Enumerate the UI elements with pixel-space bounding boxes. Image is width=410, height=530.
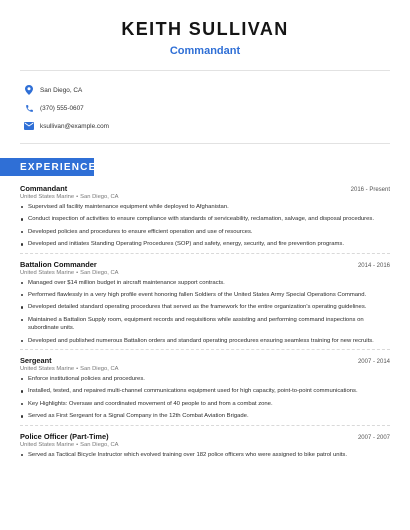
job-location: San Diego, CA	[80, 269, 119, 276]
job-employer-line	[20, 442, 390, 448]
job-divider	[20, 349, 390, 351]
job-dates: 2007 - 2014	[357, 359, 390, 366]
job-header	[20, 184, 390, 193]
contact-phone	[20, 99, 390, 117]
email-text: ksullivan@example.com	[40, 122, 109, 130]
separator-dot: •	[76, 366, 79, 373]
job-bullets	[20, 451, 390, 459]
envelope-icon	[20, 120, 38, 132]
separator-dot: •	[76, 194, 79, 200]
job-employer: United States Marine	[20, 269, 75, 276]
bullet-item: Key Highlights: Oversaw and coordinated movement of 40 people to and from a combat zone.	[20, 400, 390, 408]
bullet-item: Performed flawlessly in a very high profile event honoring fallen Soldiers of the United States Army Special Operations Command.	[20, 291, 390, 299]
bullet-item: Served as Tactical Bicycle Instructor which evolved training over 182 police officers who were assigned to bike patrol units.	[20, 451, 390, 459]
contact-email	[20, 117, 390, 135]
location-text: San Diego, CA	[40, 86, 83, 94]
contact-location	[20, 81, 390, 99]
separator-dot: •	[76, 441, 79, 448]
job-bullets	[20, 203, 390, 249]
job-employer: United States Marine	[20, 441, 75, 448]
job-title: Sergeant	[20, 356, 52, 366]
job-employer: United States Marine	[20, 366, 75, 373]
candidate-title: Commandant	[169, 45, 241, 57]
job-dates: 2014 - 2016	[357, 262, 390, 269]
phone-icon	[20, 102, 38, 114]
job-entry	[20, 356, 390, 421]
job-divider	[20, 253, 390, 255]
bullet-item: Developed policies and procedures to ensure efficient operation and use of resources.	[20, 228, 390, 236]
bullet-item: Supervised all facility maintenance equipment while deployed to Afghanistan.	[20, 203, 390, 211]
job-dates: 2016 - Present	[350, 187, 390, 193]
job-header	[20, 356, 390, 365]
experience-section	[0, 176, 410, 459]
bullet-item: Enforce institutional policies and procedures.	[20, 375, 390, 383]
job-location: San Diego, CA	[80, 366, 119, 373]
job-title: Commandant	[20, 184, 68, 193]
job-bullets	[20, 375, 390, 421]
job-employer-line	[20, 270, 390, 276]
job-location: San Diego, CA	[80, 441, 119, 448]
job-entry	[20, 260, 390, 345]
bullet-item: Maintained a Battalion Supply room, equipment records and requisitions while assisting and performing command inspections on subordinate units.	[20, 316, 390, 333]
bullet-item: Managed over $14 million budget in aircraft maintenance support contracts.	[20, 279, 390, 287]
candidate-name: KEITH SULLIVAN	[121, 19, 289, 39]
job-list	[20, 184, 390, 459]
job-dates: 2007 - 2007	[357, 434, 390, 441]
job-bullets	[20, 279, 390, 345]
job-employer-line	[20, 194, 390, 200]
job-header	[20, 432, 390, 441]
separator-dot: •	[76, 269, 79, 276]
job-entry	[20, 432, 390, 459]
bullet-item: Served as First Sergeant for a Signal Company in the 12th Combat Aviation Brigade.	[20, 412, 390, 420]
contact-info	[0, 71, 410, 143]
experience-heading: EXPERIENCE	[0, 158, 94, 176]
job-employer-line	[20, 366, 390, 372]
job-title: Police Officer (Part-Time)	[20, 431, 109, 441]
job-header	[20, 260, 390, 269]
phone-text: (370) 555-0607	[40, 104, 84, 112]
job-divider	[20, 425, 390, 427]
job-entry	[20, 184, 390, 249]
bullet-item: Developed detailed standard operating procedures that served as the framework for the entire organization's operating guidelines.	[20, 303, 390, 311]
job-employer: United States Marine	[20, 194, 75, 200]
job-location: San Diego, CA	[80, 194, 119, 200]
bullet-item: Developed and published numerous Battalion orders and standard operating procedures ensuring seamless training for new recruits.	[20, 337, 390, 345]
bullet-item: Conduct inspection of activities to ensure compliance with standards of serviceability, reclamation, salvage, and disposal procedures.	[20, 215, 390, 223]
map-pin-icon	[20, 84, 38, 96]
job-title: Battalion Commander	[20, 259, 97, 269]
bullet-item: Developed and initiates Standing Operating Procedures (SOP) and safety, energy, security, and fire prevention programs.	[20, 240, 390, 248]
bullet-item: Installed, tested, and repaired multi-channel communications equipment used for high capacity, point-to-point communications.	[20, 387, 390, 395]
contact-divider	[20, 143, 390, 144]
